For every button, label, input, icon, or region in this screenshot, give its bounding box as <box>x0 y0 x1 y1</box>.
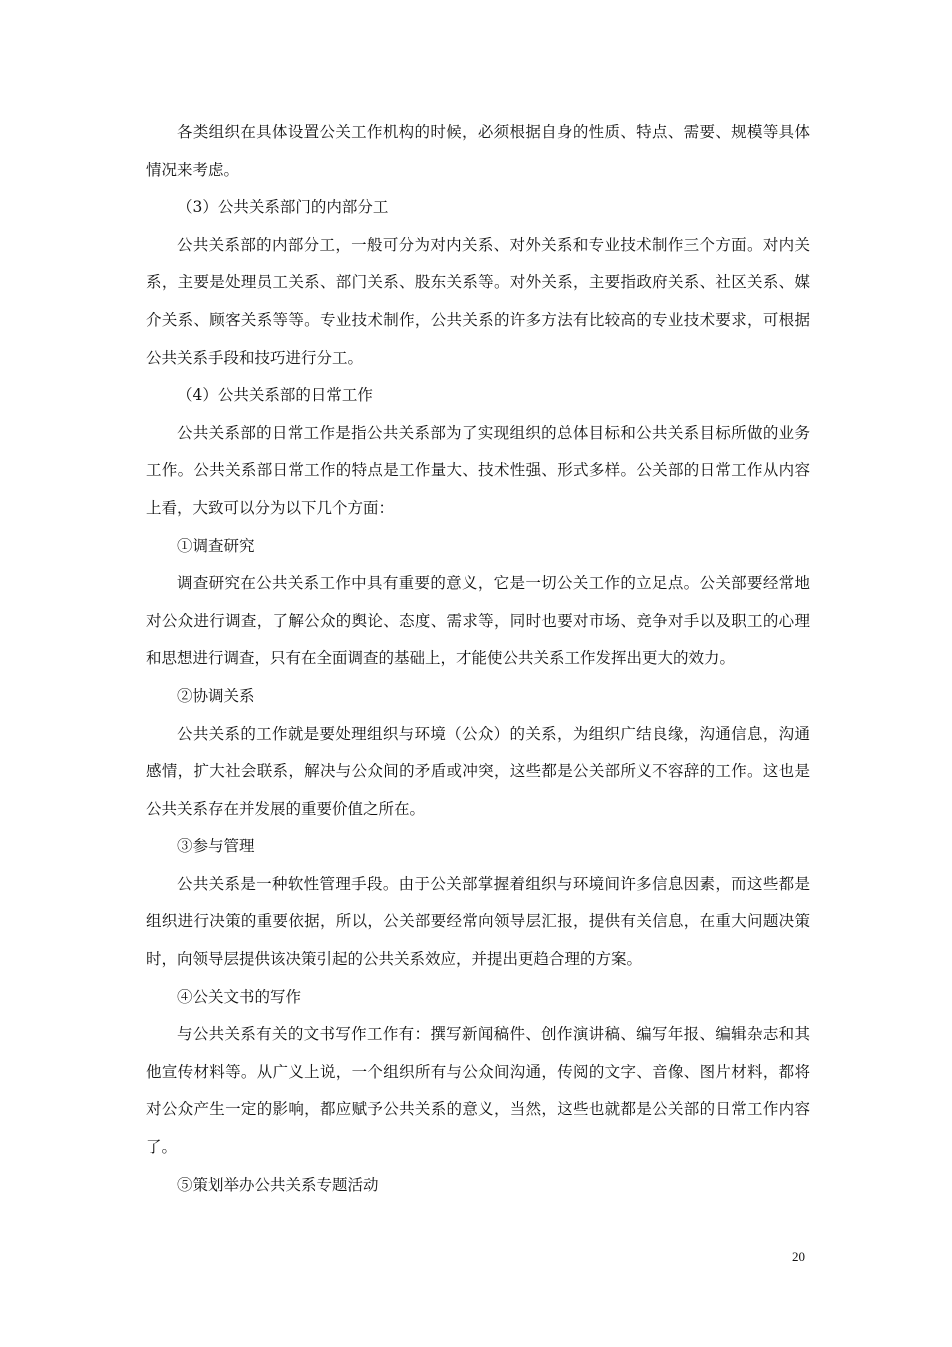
subsection-heading: ①调查研究 <box>177 536 255 555</box>
paragraph: 各类组织在具体设置公关工作机构的时候，必须根据自身的性质、特点、需要、规模等具体情况来考虑。 <box>146 123 810 179</box>
paragraph: 公共关系的工作就是要处理组织与环境（公众）的关系，为组织广结良缘，沟通信息，沟通感情，扩大社会联系，解决与公众间的矛盾或冲突，这些都是公关部所义不容辞的工作。这也是公共关系存在并发展的重要价值之所在。 <box>146 724 810 818</box>
paragraph: 调查研究在公共关系工作中具有重要的意义，它是一切公关工作的立足点。公关部要经常地对公众进行调查，了解公众的舆论、态度、需求等，同时也要对市场、竞争对手以及职工的心理和思想进行调查，只有在全面调查的基础上，才能使公共关系工作发挥出更大的效力。 <box>146 574 810 668</box>
section-heading: （4）公共关系部的日常工作 <box>177 386 373 405</box>
subsection-heading: ④公关文书的写作 <box>177 987 302 1006</box>
subsection-heading: ③参与管理 <box>177 837 255 856</box>
page-number: 20 <box>792 1249 805 1264</box>
subsection-heading: ②协调关系 <box>177 686 255 705</box>
subsection-heading: ⑤策划举办公共关系专题活动 <box>177 1175 379 1194</box>
document-body <box>146 114 810 1204</box>
paragraph: 公共关系是一种软性管理手段。由于公关部掌握着组织与环境间许多信息因素，而这些都是组织进行决策的重要依据，所以，公关部要经常向领导层汇报，提供有关信息，在重大问题决策时，向领导层提供该决策引起的公共关系效应，并提出更趋合理的方案。 <box>146 874 810 969</box>
section-heading: （3）公共关系部门的内部分工 <box>177 198 389 217</box>
paragraph: 公共关系部的日常工作是指公共关系部为了实现组织的总体目标和公共关系目标所做的业务工作。公共关系部日常工作的特点是工作量大、技术性强、形式多样。公关部的日常工作从内容上看，大致可以分为以下几个方面： <box>146 423 810 517</box>
paragraph: 与公共关系有关的文书写作工作有：撰写新闻稿件、创作演讲稿、编写年报、编辑杂志和其他宣传材料等。从广义上说，一个组织所有与公众间沟通，传阅的文字、音像、图片材料，都将对公众产生一定的影响，都应赋予公共关系的意义，当然，这些也就都是公关部的日常工作内容了。 <box>146 1025 810 1157</box>
paragraph: 公共关系部的内部分工，一般可分为对内关系、对外关系和专业技术制作三个方面。对内关系，主要是处理员工关系、部门关系、股东关系等。对外关系，主要指政府关系、社区关系、媒介关系、顾客关系等等。专业技术制作，公共关系的许多方法有比较高的专业技术要求，可根据公共关系手段和技巧进行分工。 <box>146 235 810 367</box>
